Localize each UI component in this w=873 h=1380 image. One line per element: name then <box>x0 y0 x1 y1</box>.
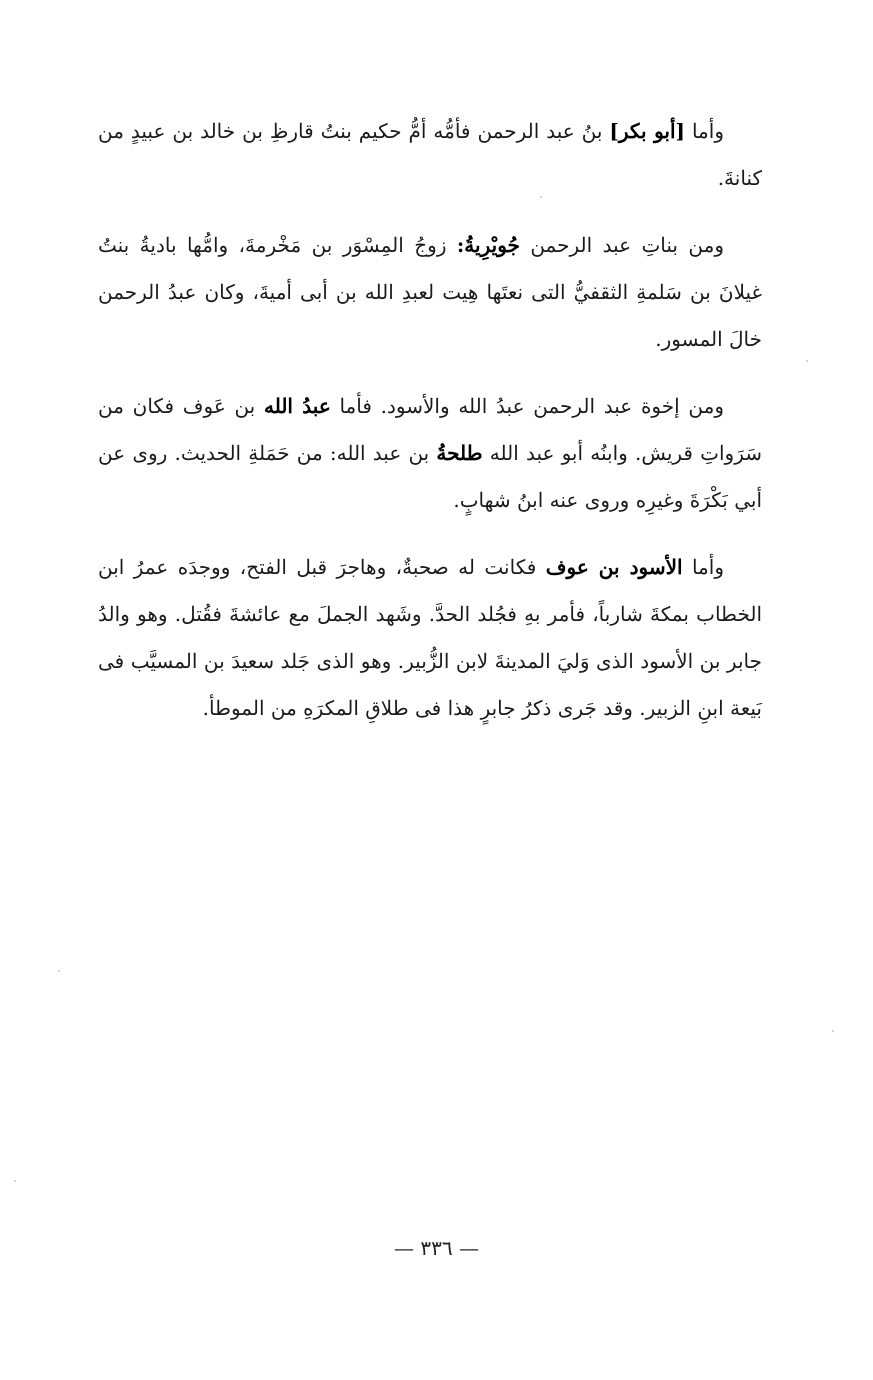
highlighted-name: الأسود بن عوف <box>545 555 683 579</box>
scan-speck <box>806 360 808 362</box>
paragraph-aswad <box>98 544 762 732</box>
paragraph-juwayriya <box>98 222 762 363</box>
scan-speck <box>58 970 60 972</box>
highlighted-name: [أبو بكر] <box>609 119 685 143</box>
paragraph-abdullah <box>98 383 762 524</box>
text-segment: بن عَوف فكان من سَرَواتِ قريش. وابنُه أبو عبد الله <box>98 394 763 465</box>
text-segment: وأما <box>685 119 724 143</box>
body-text <box>98 108 762 752</box>
text-segment: فكانت له صحبةٌ، وهاجرَ قبل الفتح، ووجدَه عمرُ ابن الخطاب بمكةَ شارباً، فأمر بهِ فجُلد الحدَّ. وشَهد الجملَ مع عائشةَ فقُتل. وهو والدُ جابر بن الأسود الذى وَليَ المدينةَ لابن الزُّبير. وهو الذى جَلد سعيدَ بن المسيَّب فى بَيعة ابنِ الزبير. وقد جَرى ذكرُ جابرٍ هذا فى طلاقِ المكرَهِ من الموطأ. <box>98 555 762 720</box>
paragraph-abu-bakr <box>98 108 762 202</box>
highlighted-name: طلحةُ <box>436 441 483 465</box>
text-segment: بنُ عبد الرحمن فأمُّه أمُّ حكيم بنتُ قارظِ بن خالد بن عبيدٍ من كنانةَ. <box>98 119 762 190</box>
text-segment: وأما <box>682 555 724 579</box>
scan-speck <box>832 1030 834 1032</box>
text-segment: زوجُ المِسْوَر بن مَخْرمةَ، وامُّها باديةُ بنتُ غيلانَ بن سَلمةِ الثقفيُّ التى نعتَها هِيت لعبدِ الله بن أبى أميةَ، وكان عبدُ الرحمن خالَ المسور. <box>98 233 762 351</box>
text-segment: بن عبد الله: من حَمَلةِ الحديث. روى عن أبي بَكْرَةَ وغيرِه وروى عنه ابنُ شهابٍ. <box>98 441 762 512</box>
text-segment: ومن إخوة عبد الرحمن عبدُ الله والأسود. فأما <box>330 394 724 418</box>
text-segment: ومن بناتِ عبد الرحمن <box>519 233 725 257</box>
scan-speck <box>14 1180 16 1182</box>
scan-speck <box>540 196 542 198</box>
highlighted-name: عبدُ الله <box>263 394 331 418</box>
highlighted-name: جُويْرِيةُ: <box>456 233 520 257</box>
page-number: — ٣٣٦ — <box>394 1236 479 1260</box>
